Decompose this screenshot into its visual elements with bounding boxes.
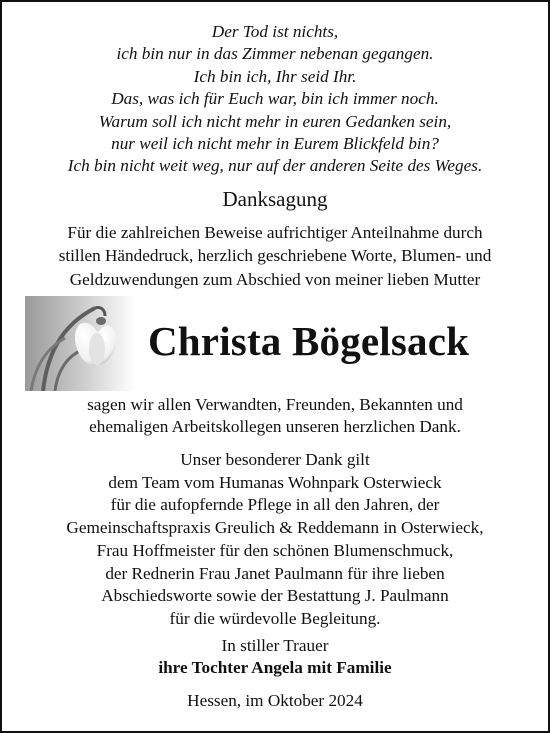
poem-line: ich bin nur in das Zimmer nebenan gegangen.	[116, 44, 434, 64]
special-thanks-line: dem Team vom Humanas Wohnpark Osterwieck	[108, 472, 442, 492]
mourner-signature: ihre Tochter Angela mit Familie	[158, 658, 392, 677]
special-thanks-line: der Rednerin Frau Janet Paulmann für ihre lieben	[105, 563, 445, 583]
intro-text	[2, 221, 548, 291]
intro-line: Für die zahlreichen Beweise aufrichtiger Anteilnahme durch	[67, 223, 483, 242]
poem-line: Der Tod ist nichts,	[211, 22, 339, 41]
special-thanks-line: für die aufopfernde Pflege in all den Jahren, der	[110, 495, 440, 515]
poem-line: nur weil ich nicht mehr in Eurem Blickfeld bin?	[111, 134, 439, 154]
thanks-text	[2, 394, 548, 438]
poem-line: Das, was ich für Euch war, bin ich immer noch.	[111, 89, 439, 109]
special-thanks-line: Unser besonderer Dank gilt	[180, 450, 370, 469]
mourning-block	[2, 635, 548, 679]
intro-line: Geldzuwendungen zum Abschied von meiner lieben Mutter	[69, 269, 481, 289]
special-thanks-line: Abschiedsworte sowie der Bestattung J. Paulmann	[101, 586, 449, 606]
snowdrop-flower-icon	[25, 296, 135, 391]
thanks-line: sagen wir allen Verwandten, Freunden, Bekannten und	[87, 395, 463, 414]
thanks-line: ehemaligen Arbeitskollegen unseren herzlichen Dank.	[89, 417, 461, 436]
special-thanks-line: Gemeinschaftspraxis Greulich & Reddemann in Osterwieck,	[66, 518, 484, 538]
intro-line: stillen Händedruck, herzlich geschriebene Worte, Blumen- und	[58, 246, 492, 266]
special-thanks-line: Frau Hoffmeister für den schönen Blumenschmuck,	[96, 540, 454, 560]
special-thanks-text	[2, 449, 548, 631]
poem	[2, 21, 548, 178]
poem-line: Warum soll ich nicht mehr in euren Gedanken sein,	[98, 111, 452, 131]
mourning-phrase: In stiller Trauer	[221, 636, 329, 655]
poem-line: Ich bin nicht weit weg, nur auf der anderen Seite des Weges.	[67, 156, 483, 176]
heading-danksagung: Danksagung	[222, 187, 328, 211]
poem-line: Ich bin ich, Ihr seid Ihr.	[193, 66, 357, 86]
special-thanks-line: für die würdevolle Begleitung.	[169, 608, 381, 628]
deceased-name: Christa Bögelsack	[148, 318, 470, 364]
place-date: Hessen, im Oktober 2024	[187, 691, 363, 710]
